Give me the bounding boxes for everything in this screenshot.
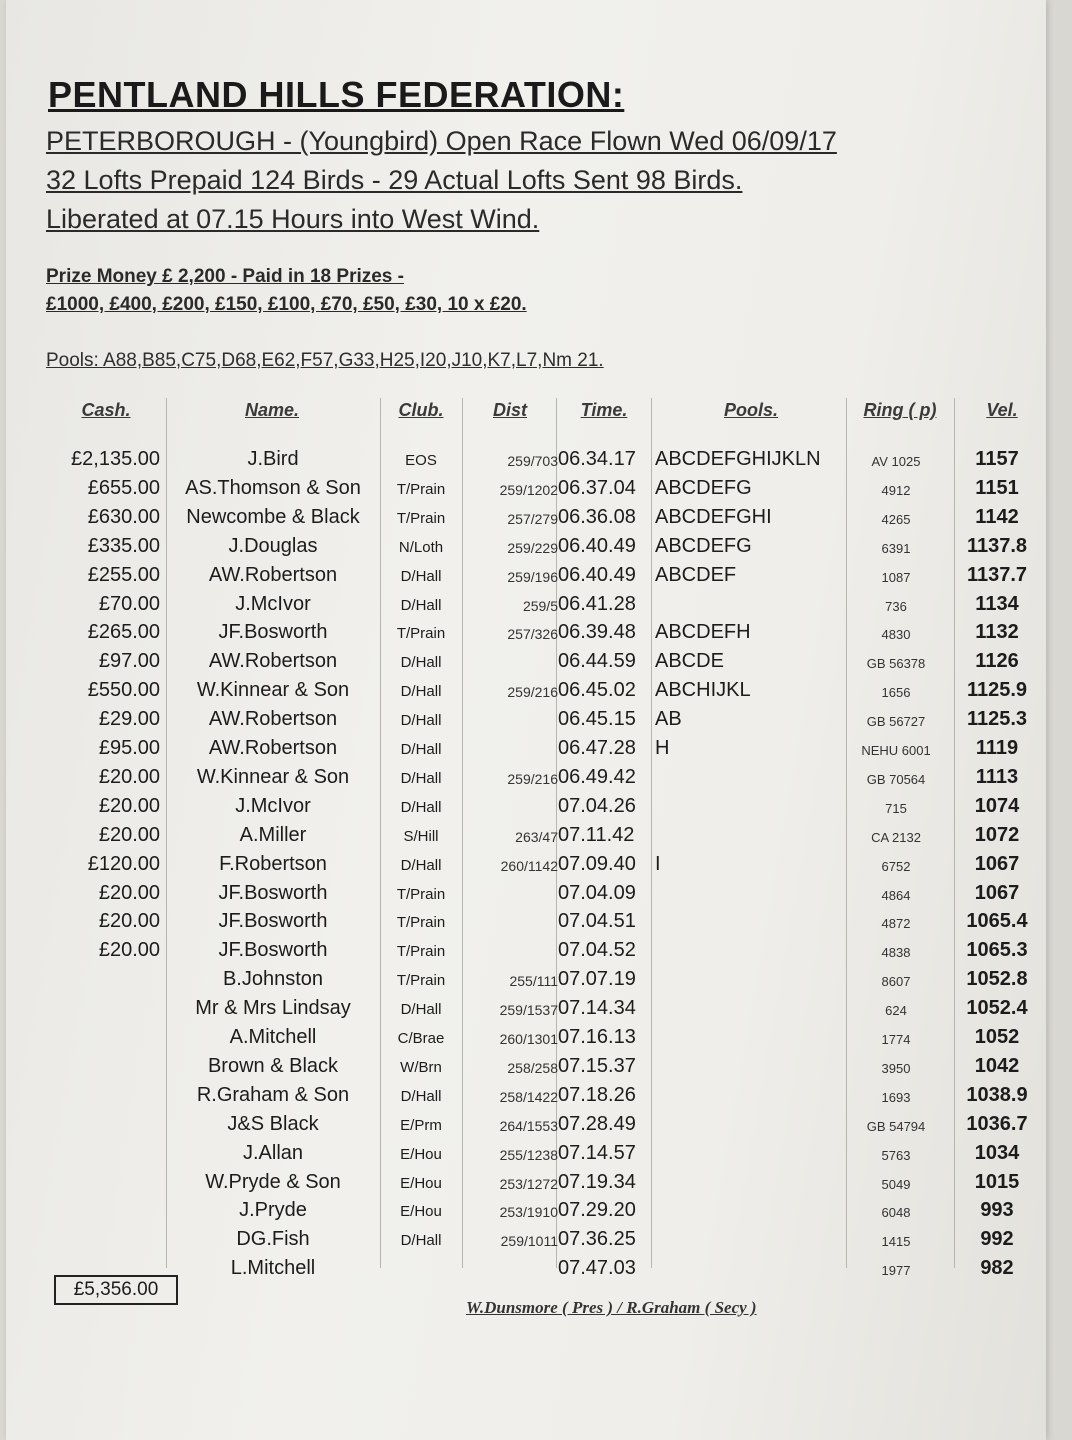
table-row — [46, 997, 1052, 1025]
cell-dist: 259/216 — [507, 684, 558, 701]
cell-club: S/Hill — [403, 827, 439, 845]
cell-time: 07.04.51 — [558, 910, 636, 933]
cell-vel: 1052.4 — [966, 997, 1028, 1020]
cell-club: C/Brae — [397, 1030, 445, 1047]
cell-cash: £255.00 — [87, 563, 160, 586]
cell-club: EOS — [405, 452, 437, 469]
cell-dist: 259/1011 — [500, 1233, 558, 1250]
cell-time: 07.47.03 — [558, 1257, 636, 1280]
cell-vel: 1142 — [975, 505, 1019, 528]
table-row — [46, 1113, 1052, 1141]
cell-time: 07.15.37 — [558, 1054, 636, 1077]
cell-ring: 1693 — [881, 1089, 911, 1105]
cell-vel: 1067 — [974, 881, 1020, 904]
cell-vel: 1157 — [975, 448, 1019, 470]
cell-ring: 4830 — [881, 627, 911, 643]
cell-time: 07.14.57 — [558, 1141, 636, 1164]
table-row — [46, 650, 1052, 678]
cell-time: 07.07.19 — [558, 968, 636, 991]
cell-vel: 1065.3 — [966, 939, 1028, 962]
cell-pools: ABCDE — [655, 650, 724, 673]
pools-summary: Pools: A88,B85,C75,D68,E62,F57,G33,H25,I20,J10,K7,L7,Nm 21. — [46, 350, 604, 371]
cell-vel: 1072 — [974, 823, 1020, 846]
cell-time: 06.40.49 — [558, 563, 636, 586]
cell-vel: 992 — [980, 1228, 1014, 1251]
cell-time: 07.04.26 — [558, 794, 636, 817]
cell-name: A.Mitchell — [229, 1026, 317, 1048]
cell-dist: 263/47 — [515, 828, 558, 845]
cell-name: J.Bird — [247, 448, 299, 470]
header-pools: Pools. — [723, 400, 778, 420]
table-row — [46, 593, 1052, 621]
document-title: PENTLAND HILLS FEDERATION: — [48, 74, 625, 115]
table-row — [46, 535, 1052, 563]
cell-cash: £120.00 — [87, 852, 160, 875]
cell-ring: NEHU 6001 — [861, 743, 931, 758]
cell-club: D/Hall — [400, 1087, 442, 1105]
cell-time: 06.36.08 — [558, 505, 636, 528]
cell-cash: £655.00 — [87, 476, 160, 499]
cell-ring: 736 — [885, 598, 907, 614]
header-club: Club. — [398, 400, 444, 420]
cell-name: A.Miller — [239, 823, 307, 846]
cell-club: E/Hou — [400, 1174, 442, 1192]
cell-time: 06.41.28 — [558, 592, 636, 615]
cell-dist: 253/1272 — [499, 1175, 558, 1192]
cell-pools: ABCHIJKL — [655, 679, 751, 702]
cell-name: AW.Robertson — [208, 650, 338, 673]
cell-club: E/Hou — [400, 1145, 442, 1163]
cell-club: W/Brn — [400, 1058, 442, 1076]
cell-vel: 1034 — [974, 1141, 1020, 1164]
table-row — [46, 766, 1052, 794]
table-row — [46, 968, 1052, 996]
cell-vel: 1137.7 — [966, 563, 1028, 586]
cell-cash: £70.00 — [98, 592, 160, 615]
cell-time: 06.45.15 — [558, 708, 636, 731]
cell-vel: 1126 — [975, 650, 1019, 673]
cell-vel: 1038.9 — [966, 1083, 1028, 1106]
cell-ring: 5763 — [881, 1147, 911, 1163]
header-name: Name. — [244, 400, 300, 420]
table-row — [46, 708, 1052, 736]
cell-name: J.Pryde — [239, 1199, 307, 1222]
lofts-line: 32 Lofts Prepaid 124 Birds - 29 Actual Lofts Sent 98 Birds. — [46, 165, 743, 195]
cell-vel: 1065.4 — [966, 910, 1028, 933]
cell-name: F.Robertson — [219, 852, 327, 875]
cell-pools: ABCDEFGHI — [655, 505, 772, 528]
cell-vel: 1134 — [975, 592, 1019, 615]
cell-time: 06.47.28 — [558, 737, 636, 759]
cell-name: AW.Robertson — [208, 708, 338, 731]
signature: W.Dunsmore ( Pres ) / R.Graham ( Secy ) — [466, 1298, 757, 1317]
cell-cash: £265.00 — [87, 621, 160, 644]
cell-time: 06.34.17 — [558, 448, 636, 470]
cell-name: J.McIvor — [235, 794, 311, 817]
cell-cash: £2,135.00 — [71, 448, 160, 470]
table-row — [46, 1199, 1052, 1227]
cell-time: 07.18.26 — [558, 1083, 636, 1106]
cell-cash: £20.00 — [98, 794, 160, 817]
cell-club: T/Prain — [396, 914, 446, 932]
cell-dist: 258/258 — [507, 1059, 558, 1076]
cell-name: J.Allan — [242, 1141, 304, 1164]
cell-ring: 4838 — [881, 945, 911, 961]
cell-club: E/Hou — [400, 1203, 442, 1221]
cell-vel: 1125.9 — [966, 679, 1028, 702]
cell-ring: 3950 — [881, 1060, 911, 1076]
cell-club: D/Hall — [400, 596, 442, 614]
total-cash: £5,356.00 — [54, 1275, 178, 1305]
cell-club: T/Prain — [396, 972, 446, 990]
table-row — [46, 1142, 1052, 1170]
cell-ring: GB 56727 — [866, 714, 926, 730]
cell-ring: 1415 — [881, 1234, 911, 1250]
cell-club: N/Loth — [398, 538, 444, 556]
cell-ring: 4912 — [881, 482, 911, 498]
cell-vel: 1042 — [974, 1054, 1020, 1077]
cell-name: JF.Bosworth — [218, 910, 328, 933]
cell-time: 06.37.04 — [558, 476, 636, 499]
cell-time: 07.14.34 — [558, 997, 636, 1020]
table-row — [46, 679, 1052, 707]
cell-club: T/Prain — [396, 943, 446, 961]
table-row — [46, 1171, 1052, 1199]
cell-ring: GB 56378 — [866, 656, 926, 672]
cell-name: R.Graham & Son — [196, 1083, 350, 1106]
cell-ring: 8607 — [881, 974, 911, 990]
cell-name: DG.Fish — [236, 1228, 310, 1251]
cell-cash: £20.00 — [98, 765, 160, 788]
cell-name: W.Kinnear & Son — [196, 679, 350, 702]
cell-name: J.Douglas — [228, 534, 318, 557]
prize-breakdown-line: £1000, £400, £200, £150, £100, £70, £50, £30, 10 x £20. — [46, 294, 527, 315]
cell-time: 07.16.13 — [558, 1026, 636, 1048]
cell-cash: £97.00 — [98, 650, 160, 673]
cell-vel: 993 — [980, 1199, 1014, 1222]
table-row — [46, 448, 1052, 476]
cell-ring: 6391 — [881, 540, 911, 556]
cell-ring: 5049 — [881, 1176, 911, 1192]
cell-time: 07.29.20 — [558, 1199, 636, 1222]
cell-vel: 1067 — [974, 852, 1020, 875]
cell-dist: 259/229 — [507, 539, 558, 556]
cell-time: 06.39.48 — [558, 621, 636, 644]
cell-ring: 4265 — [881, 511, 911, 527]
cell-vel: 1132 — [975, 621, 1019, 644]
cell-pools: AB — [655, 708, 682, 731]
cell-dist: 259/216 — [507, 770, 558, 787]
cell-dist: 260/1301 — [499, 1031, 558, 1047]
table-row — [46, 1228, 1052, 1256]
header-dist: Dist — [492, 400, 527, 420]
cell-name: Newcombe & Black — [186, 505, 360, 528]
cell-time: 07.04.52 — [558, 939, 636, 962]
cell-pools: ABCDEFG — [655, 534, 752, 557]
cell-cash: £630.00 — [87, 505, 160, 528]
cell-cash: £335.00 — [87, 534, 160, 557]
cell-dist: 257/279 — [507, 510, 558, 527]
cell-name: AW.Robertson — [208, 563, 338, 586]
cell-club: T/Prain — [396, 509, 446, 527]
cell-time: 07.09.40 — [558, 852, 636, 875]
cell-ring: 715 — [885, 800, 907, 816]
cell-cash: £20.00 — [98, 939, 160, 962]
cell-ring: 4864 — [881, 887, 911, 903]
cell-name: AS.Thomson & Son — [185, 476, 361, 499]
cell-time: 06.40.49 — [558, 534, 636, 557]
cell-pools: ABCDEFGHIJKLN — [655, 448, 821, 470]
cell-time: 07.36.25 — [558, 1228, 636, 1251]
cell-club: T/Prain — [396, 625, 446, 643]
results-sheet — [6, 0, 1046, 1440]
race-line: PETERBOROUGH - (Youngbird) Open Race Flown Wed 06/09/17 — [46, 126, 837, 156]
table-row — [46, 564, 1052, 592]
table-row — [46, 1055, 1052, 1083]
cell-club: D/Hall — [400, 567, 442, 585]
cell-name: JF.Bosworth — [218, 881, 328, 904]
table-row — [46, 824, 1052, 852]
cell-ring: 4872 — [881, 916, 911, 932]
table-row — [46, 939, 1052, 967]
cell-name: W.Kinnear & Son — [196, 765, 350, 788]
liberation-line: Liberated at 07.15 Hours into West Wind. — [46, 204, 540, 234]
cell-cash: £20.00 — [98, 910, 160, 933]
cell-vel: 1074 — [974, 794, 1020, 817]
cell-club: D/Hall — [400, 741, 442, 758]
cell-ring: 1656 — [881, 685, 911, 701]
cell-vel: 1052.8 — [966, 968, 1028, 991]
cell-time: 07.04.09 — [558, 881, 636, 904]
cell-dist: 260/1142 — [500, 857, 558, 874]
cell-pools: I — [655, 852, 661, 875]
cell-ring: AV 1025 — [871, 454, 921, 469]
table-row — [46, 737, 1052, 765]
cell-cash: £20.00 — [98, 823, 160, 846]
cell-vel: 1052 — [974, 1026, 1020, 1048]
cell-name: W.Pryde & Son — [205, 1170, 341, 1193]
table-row — [46, 795, 1052, 823]
cell-club: D/Hall — [400, 1232, 442, 1250]
cell-dist: 258/1422 — [499, 1088, 558, 1105]
table-row — [46, 853, 1052, 881]
cell-name: AW.Robertson — [208, 737, 338, 759]
header-cash: Cash. — [81, 400, 131, 420]
cell-dist: 253/1910 — [499, 1204, 558, 1221]
cell-ring: 1774 — [881, 1032, 911, 1047]
cell-ring: 1087 — [881, 569, 911, 585]
cell-ring: 624 — [885, 1003, 907, 1019]
cell-pools: ABCDEFG — [655, 476, 752, 499]
cell-dist: 257/326 — [507, 626, 558, 643]
cell-cash: £550.00 — [87, 679, 160, 702]
cell-time: 06.49.42 — [558, 765, 636, 788]
cell-vel: 1137.8 — [966, 534, 1028, 557]
cell-club: D/Hall — [400, 683, 442, 701]
results-table — [46, 398, 1052, 1280]
cell-dist: 264/1553 — [499, 1117, 558, 1134]
cell-vel: 982 — [980, 1257, 1014, 1280]
cell-club: D/Hall — [400, 856, 442, 874]
cell-pools: H — [655, 737, 670, 759]
cell-name: JF.Bosworth — [218, 621, 328, 644]
cell-pools: ABCDEFH — [655, 621, 751, 644]
table-row — [46, 910, 1052, 938]
cell-club: T/Prain — [396, 885, 446, 903]
cell-name: Brown & Black — [207, 1054, 339, 1077]
cell-dist: 255/111 — [509, 973, 558, 990]
cell-club: D/Hall — [400, 769, 442, 787]
header-time: Time. — [580, 400, 628, 420]
cell-club: D/Hall — [400, 654, 442, 672]
cell-ring: 6752 — [881, 858, 911, 874]
cell-ring: GB 54794 — [866, 1118, 926, 1134]
cell-time: 07.11.42 — [558, 823, 635, 846]
cell-club: D/Hall — [400, 798, 442, 816]
cell-vel: 1036.7 — [966, 1112, 1028, 1135]
cell-cash: £29.00 — [98, 708, 160, 731]
cell-name: JF.Bosworth — [218, 939, 328, 962]
cell-dist: 259/703 — [507, 453, 558, 469]
cell-ring: GB 70564 — [866, 771, 926, 787]
cell-club: D/Hall — [400, 712, 442, 730]
table-row — [46, 621, 1052, 649]
cell-ring: 6048 — [881, 1205, 911, 1221]
cell-time: 06.44.59 — [558, 650, 636, 673]
cell-time: 06.45.02 — [558, 679, 636, 702]
cell-cash: £95.00 — [98, 737, 160, 759]
cell-name: B.Johnston — [222, 968, 324, 991]
cell-name: Mr & Mrs Lindsay — [195, 997, 351, 1020]
cell-dist: 259/1537 — [499, 1002, 558, 1019]
cell-ring: 1977 — [881, 1263, 911, 1279]
table-row — [46, 882, 1052, 910]
table-row — [46, 477, 1052, 505]
prize-money-line: Prize Money £ 2,200 - Paid in 18 Prizes - — [46, 266, 404, 287]
table-row — [46, 506, 1052, 534]
cell-vel: 1125.3 — [966, 708, 1028, 731]
cell-dist: 259/1202 — [499, 481, 558, 498]
cell-dist: 259/196 — [507, 568, 558, 585]
cell-club: E/Prm — [400, 1116, 442, 1134]
cell-name: J.McIvor — [235, 592, 311, 615]
header-vel: Vel. — [986, 400, 1018, 420]
cell-name: L.Mitchell — [230, 1257, 316, 1280]
cell-vel: 1113 — [975, 765, 1019, 788]
cell-cash: £20.00 — [98, 881, 160, 904]
cell-club: T/Prain — [396, 480, 446, 498]
cell-pools: ABCDEF — [655, 563, 737, 586]
cell-vel: 1119 — [975, 737, 1019, 759]
cell-club: D/Hall — [400, 1001, 442, 1019]
cell-dist: 255/1238 — [499, 1146, 558, 1163]
header-ring: Ring ( p) — [863, 400, 937, 420]
cell-dist: 259/5 — [522, 597, 558, 614]
cell-vel: 1151 — [975, 476, 1019, 499]
cell-ring: CA 2132 — [871, 829, 921, 845]
cell-time: 07.28.49 — [558, 1112, 636, 1135]
cell-vel: 1015 — [974, 1170, 1020, 1193]
table-row — [46, 1026, 1052, 1054]
cell-time: 07.19.34 — [558, 1170, 636, 1193]
cell-name: J&S Black — [227, 1112, 319, 1135]
table-row — [46, 1257, 1052, 1285]
table-row — [46, 1084, 1052, 1112]
